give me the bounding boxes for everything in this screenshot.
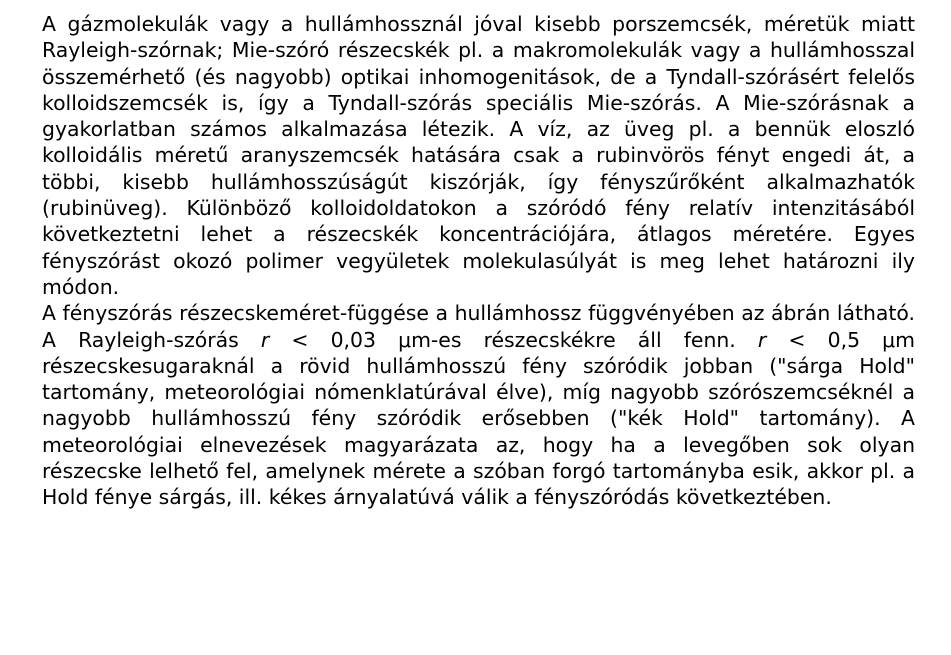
paragraph-2-part-2: < 0,03 μm-es részecskékre áll fenn.: [269, 327, 758, 352]
paragraph-1-text: A gázmolekulák vagy a hullámhossznál jóval kisebb porszemcsék, méretük miatt Rayleigh-szórnak; Mie-szóró részecskék pl. a makromolekulák vagy a hullámhosszal összemérhető (és nagyobb) optikai inhomogenitások, de a Tyndall-szórásért felelős kolloidszemcsék is, így a Tyndall-szórás speciális Mie-szórás. A Mie-szórásnak a gyakorlatban számos alkalmazása létezik. A víz, az üveg pl. a bennük eloszló kolloidális méretű aranyszemcsék hatására csak a rubinvörös fényt engedi át, a többi, kisebb hullámhosszúságút kiszórják, így fényszűrőként alkalmazhatók (rubinüveg). Különböző kolloidoldatokon a szóródó fény relatív intenzitásából következtetni lehet a részecskék koncentrációjára, átlagos méretére. Egyes fényszórást okozó polimer vegyületek molekulasúlyát is meg lehet határozni ily módon.: [42, 12, 915, 299]
paragraph-particle-size-dependence: [42, 300, 915, 510]
paragraph-scattering-types: [42, 11, 915, 300]
radius-variable-1: r: [260, 327, 270, 352]
paragraph-2-part-1: A fényszórás részecskeméret-függése a hullámhossz függvényében az ábrán látható. A Rayleigh-szórás: [42, 301, 915, 352]
radius-variable-2: r: [757, 327, 767, 352]
paragraph-2-part-3: < 0,5 μm részecskesugaraknál a rövid hullámhosszú fény szóródik jobban ("sárga Hold" tartomány, meteorológiai nómenklatúrával élve), míg nagyobb szórószemcséknél a nagyobb hullámhosszú fény szóródik erősebben ("kék Hold" tartomány). A meteorológiai elnevezések magyarázata az, hogy ha a levegőben sok olyan részecske lelhető fel, amelynek mérete a szóban forgó tartományba esik, akkor pl. a Hold fénye sárgás, ill. kékes árnyalatúvá válik a fényszóródás következtében.: [42, 327, 915, 510]
